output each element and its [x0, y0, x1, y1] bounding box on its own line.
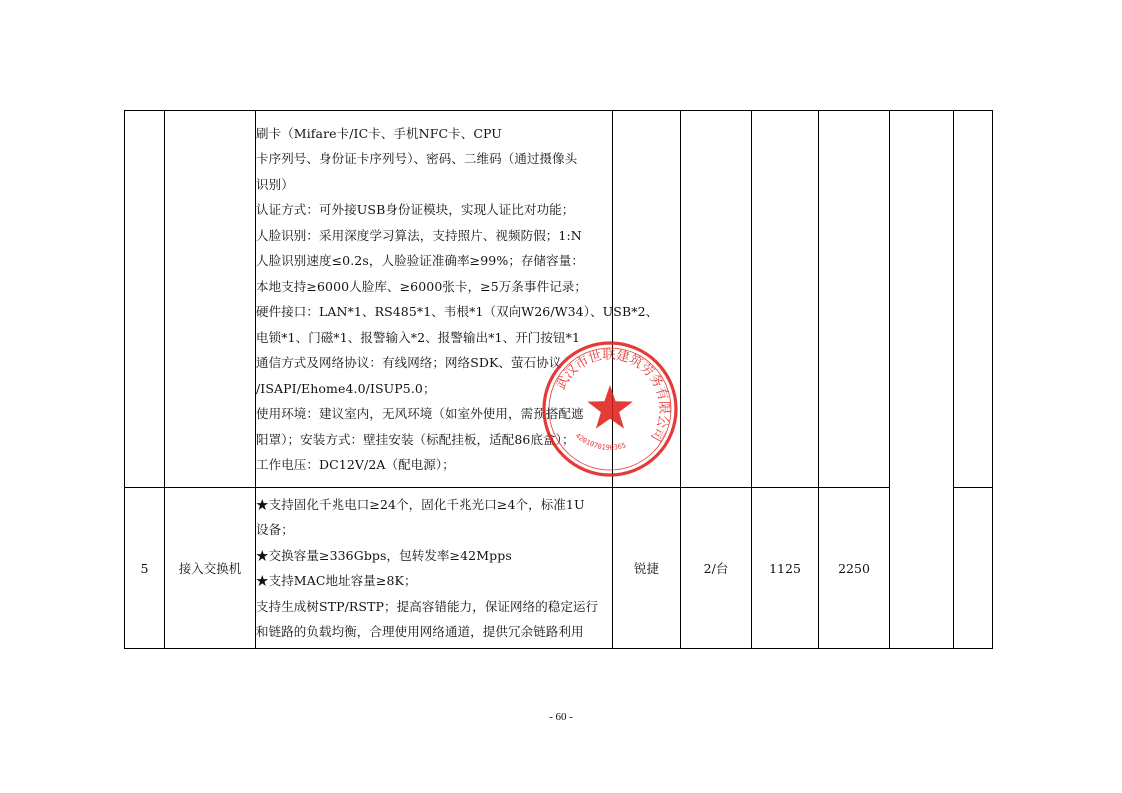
spec-line: 使用环境：建议室内，无风环境（如室外使用，需预搭配遮 [256, 406, 584, 421]
spec-line: 设备； [256, 522, 294, 537]
spec-line: 阳罩）；安装方式：壁挂安装（标配挂板，适配86底盒）； [256, 431, 575, 447]
cell-price: 1125 [752, 488, 819, 649]
seal-text: 武汉市世联建筑劳务有限公司 [553, 347, 672, 444]
cell-name [165, 111, 256, 488]
table-row [125, 111, 993, 488]
cell-brand [613, 111, 681, 488]
cell-extra [954, 488, 993, 649]
cell-no [125, 111, 165, 488]
table-row [125, 488, 993, 649]
spec-line: 卡序列号、身份证卡序列号）、密码、二维码（通过摄像头 [256, 151, 578, 166]
spec-line: ★交换容量≥336Gbps，包转发率≥42Mpps [256, 547, 512, 563]
seal-code: 4201070190365 [573, 431, 627, 452]
cell-total: 2250 [819, 488, 890, 649]
spec-line: 工作电压：DC12V/2A（配电源）； [256, 457, 455, 472]
cell-no: 5 [125, 488, 165, 649]
cell-brand: 锐捷 [613, 488, 681, 649]
cell-extra [954, 111, 993, 488]
spec-line: 识别） [256, 176, 294, 192]
cell-qty [681, 111, 752, 488]
cell-name: 接入交换机 [165, 488, 256, 649]
cell-total [819, 111, 890, 488]
cell-spec [256, 488, 613, 649]
cell-spec [256, 111, 659, 488]
spec-table [124, 110, 993, 649]
spec-line: 人脸识别速度≤0.2s，人脸验证准确率≥99%；存储容量： [256, 253, 584, 268]
spec-line: 本地支持≥6000人脸库、≥6000张卡，≥5万条事件记录； [256, 278, 587, 294]
page-number: - 60 - [549, 711, 573, 723]
cell-merged [890, 111, 954, 649]
spec-line: 人脸识别：采用深度学习算法，支持照片、视频防假；1:N [256, 227, 582, 243]
spec-line: 认证方式：可外接USB身份证模块，实现人证比对功能； [256, 202, 575, 217]
spec-line: 和链路的负载均衡，合理使用网络通道，提供冗余链路利用 [256, 624, 584, 639]
spec-line: 通信方式及网络协议：有线网络；网络SDK、萤石协议 [256, 355, 562, 370]
spec-line: 硬件接口：LAN*1、RS485*1、韦根*1（双向W26/W34）、USB*2、 [256, 304, 659, 319]
cell-qty: 2/台 [681, 488, 752, 649]
cell-price [752, 111, 819, 488]
spec-line: ★支持固化千兆电口≥24个，固化千兆光口≥4个，标准1U [256, 496, 585, 512]
spec-line: /ISAPI/Ehome4.0/ISUP5.0； [256, 380, 436, 396]
spec-line: 电锁*1、门磁*1、报警输入*2、报警输出*1、开门按钮*1 [256, 329, 581, 345]
spec-line: ★支持MAC地址容量≥8K； [256, 573, 417, 588]
spec-line: 刷卡（Mifare卡/IC卡、手机NFC卡、CPU [256, 125, 502, 141]
spec-line: 支持生成树STP/RSTP；提高容错能力，保证网络的稳定运行 [256, 598, 599, 614]
